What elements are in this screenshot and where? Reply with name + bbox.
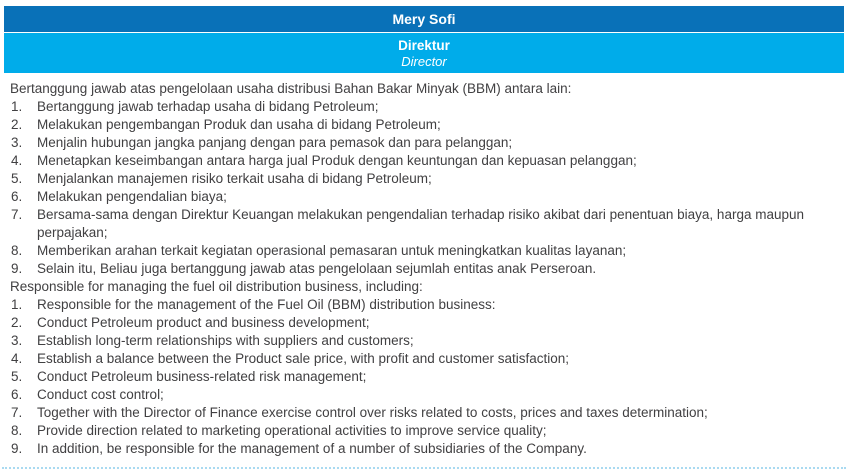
duty-list-item: Selain itu, Beliau juga bertanggung jawab atas pengelolaan sejumlah entitas anak Perseroan.	[37, 261, 597, 276]
duty-list-item: Conduct Petroleum business-related risk management;	[37, 369, 367, 384]
duty-list-item: Establish long-term relationships with suppliers and customers;	[37, 333, 414, 348]
duty-list-item: Bersama-sama dengan Direktur Keuangan melakukan pengendalian terhadap risiko akibat dari penentuan biaya, harga maupun perpajakan;	[37, 207, 805, 240]
duty-list-item: Conduct Petroleum product and business development;	[37, 315, 370, 330]
director-profile-card	[0, 6, 848, 476]
duty-list-item: Memberikan arahan terkait kegiatan operasional pemasaran untuk meningkatkan kualitas layanan;	[37, 243, 627, 258]
duty-list-item: Menetapkan keseimbangan antara harga jual Produk dengan keuntungan dan kepuasan pelanggan;	[37, 153, 637, 168]
duty-list-item: Melakukan pengembangan Produk dan usaha di bidang Petroleum;	[37, 117, 441, 132]
position-title-indonesian: Direktur	[398, 38, 450, 53]
responsibilities-body	[0, 73, 848, 458]
duty-list-item: In addition, be responsible for the management of a number of subsidiaries of the Company.	[37, 441, 587, 456]
duty-list-english	[10, 296, 838, 458]
duty-list-item: Menjalankan manajemen risiko terkait usaha di bidang Petroleum;	[37, 171, 432, 186]
duty-list-item: Menjalin hubungan jangka panjang dengan para pemasok dan para pelanggan;	[37, 135, 513, 150]
intro-indonesian: Bertanggung jawab atas pengelolaan usaha distribusi Bahan Bakar Minyak (BBM) antara lain:	[10, 81, 572, 96]
duty-list-item: Melakukan pengendalian biaya;	[37, 189, 227, 204]
position-bar	[4, 33, 844, 73]
person-name-bar	[4, 6, 844, 32]
duty-list-item: Bertanggung jawab terhadap usaha di bidang Petroleum;	[37, 99, 379, 114]
duty-list-item: Provide direction related to marketing operational activities to improve service quality;	[37, 423, 547, 438]
position-title-english: Director	[401, 54, 447, 69]
intro-english: Responsible for managing the fuel oil distribution business, including:	[10, 279, 423, 294]
duty-list-indonesian	[10, 98, 838, 278]
duty-list-item: Responsible for the management of the Fuel Oil (BBM) distribution business:	[37, 297, 496, 312]
dotted-separator	[2, 467, 846, 469]
person-name: Mery Sofi	[392, 11, 456, 27]
duty-list-item: Establish a balance between the Product sale price, with profit and customer satisfaction;	[37, 351, 570, 366]
duty-list-item: Together with the Director of Finance exercise control over risks related to costs, prices and taxes determination;	[37, 405, 708, 420]
duty-list-item: Conduct cost control;	[37, 387, 164, 402]
